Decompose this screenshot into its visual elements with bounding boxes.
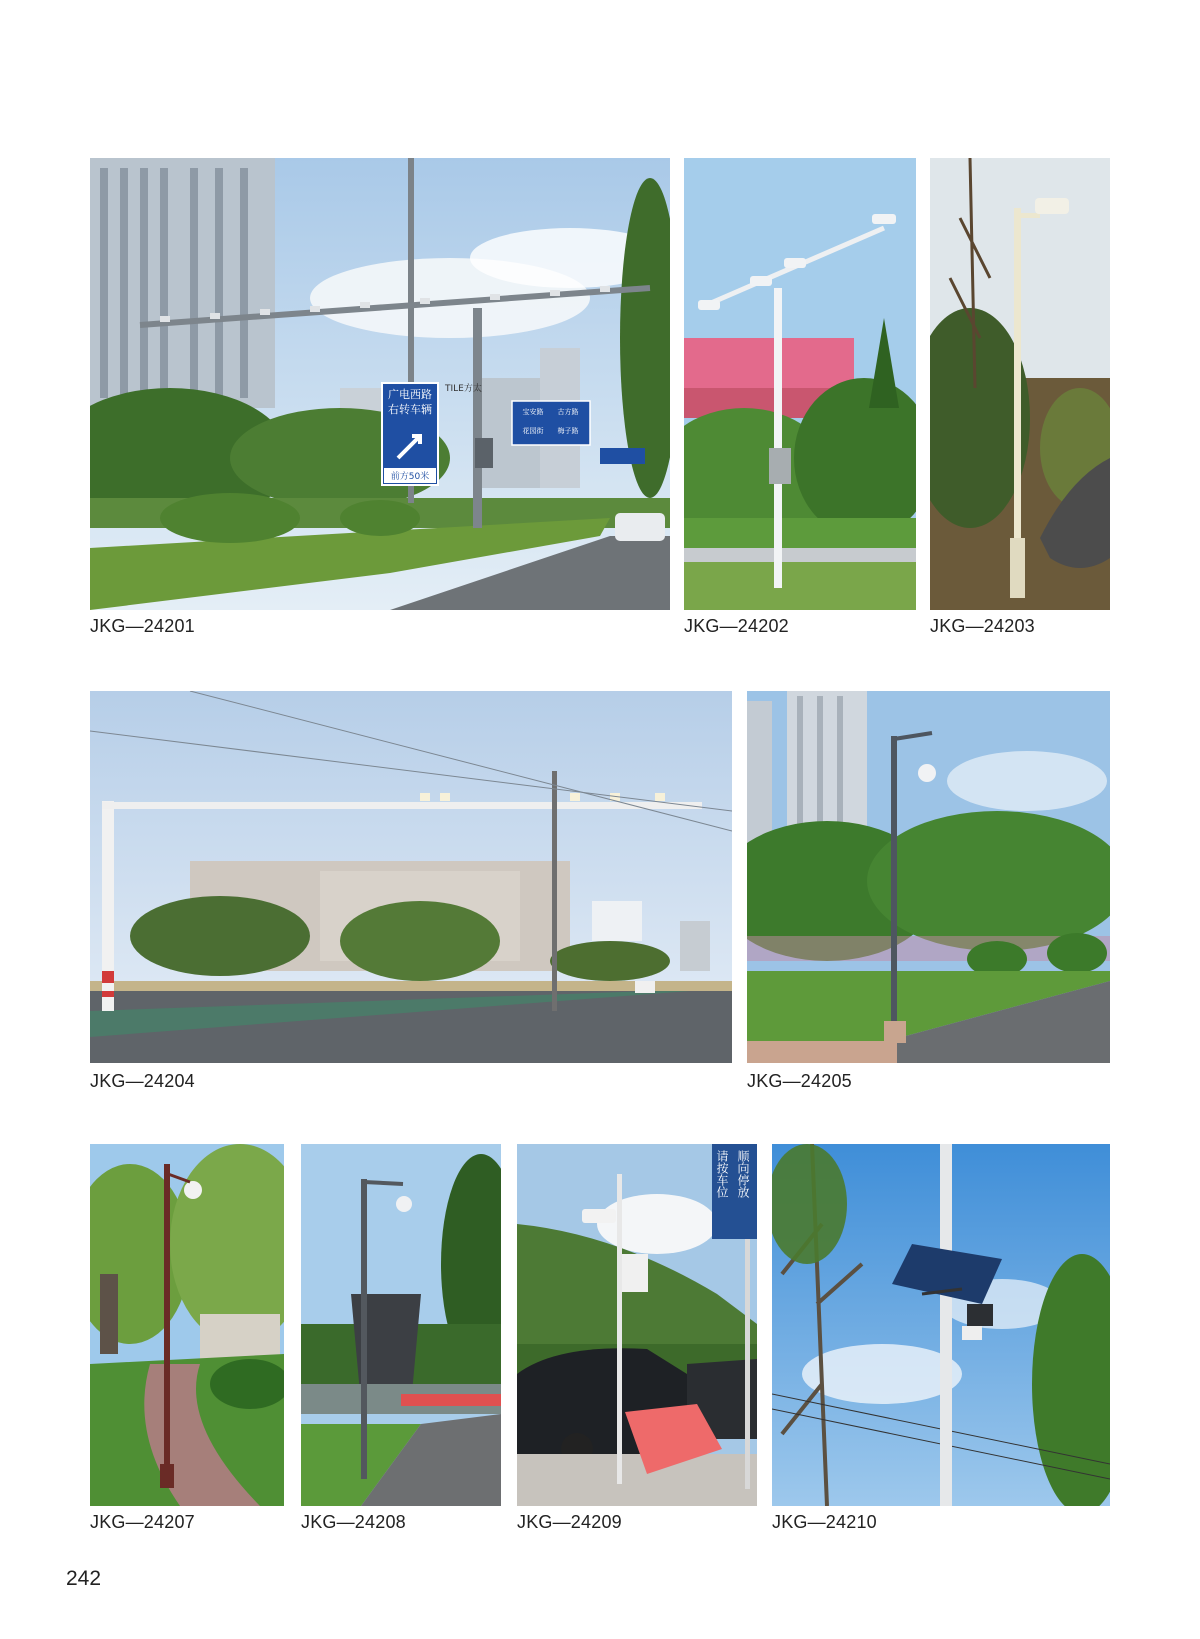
caption-jkg-24205: JKG—24205 xyxy=(747,1071,852,1091)
photo-jkg-24201 xyxy=(90,158,670,610)
guide-left-bottom: 花园街 xyxy=(522,427,544,435)
photo-jkg-24210 xyxy=(772,1144,1110,1506)
guide-right-top: 古方路 xyxy=(557,408,579,416)
page-number: 242 xyxy=(66,1567,102,1590)
sign-main-line1: 广电西路 xyxy=(388,388,432,401)
photo-jkg-24205 xyxy=(747,691,1110,1063)
photo-jkg-24207 xyxy=(90,1144,284,1506)
caption-jkg-24208: JKG—24208 xyxy=(301,1512,406,1532)
caption-jkg-24209: JKG—24209 xyxy=(517,1512,622,1532)
guide-right-bottom: 梅子路 xyxy=(557,427,579,435)
building-label: TILE方太 xyxy=(445,384,482,394)
sign-main-line2: 右转车辆 xyxy=(388,403,432,416)
caption-jkg-24210: JKG—24210 xyxy=(772,1512,877,1532)
photo-jkg-24209 xyxy=(517,1144,757,1506)
caption-jkg-24204: JKG—24204 xyxy=(90,1071,195,1091)
photo-jkg-24208 xyxy=(301,1144,501,1506)
guide-left-top: 宝安路 xyxy=(522,408,544,416)
photo-jkg-24203 xyxy=(930,158,1110,610)
photo-jkg-24204 xyxy=(90,691,732,1063)
sign-main-bottom: 前方50米 xyxy=(390,472,430,482)
parking-sign-col2: 顺向停放 xyxy=(736,1150,750,1198)
caption-jkg-24201: JKG—24201 xyxy=(90,616,195,636)
parking-sign-col1: 请按车位 xyxy=(715,1150,729,1198)
caption-jkg-24207: JKG—24207 xyxy=(90,1512,195,1532)
photo-jkg-24202 xyxy=(684,158,916,610)
caption-jkg-24203: JKG—24203 xyxy=(930,616,1035,636)
caption-jkg-24202: JKG—24202 xyxy=(684,616,789,636)
